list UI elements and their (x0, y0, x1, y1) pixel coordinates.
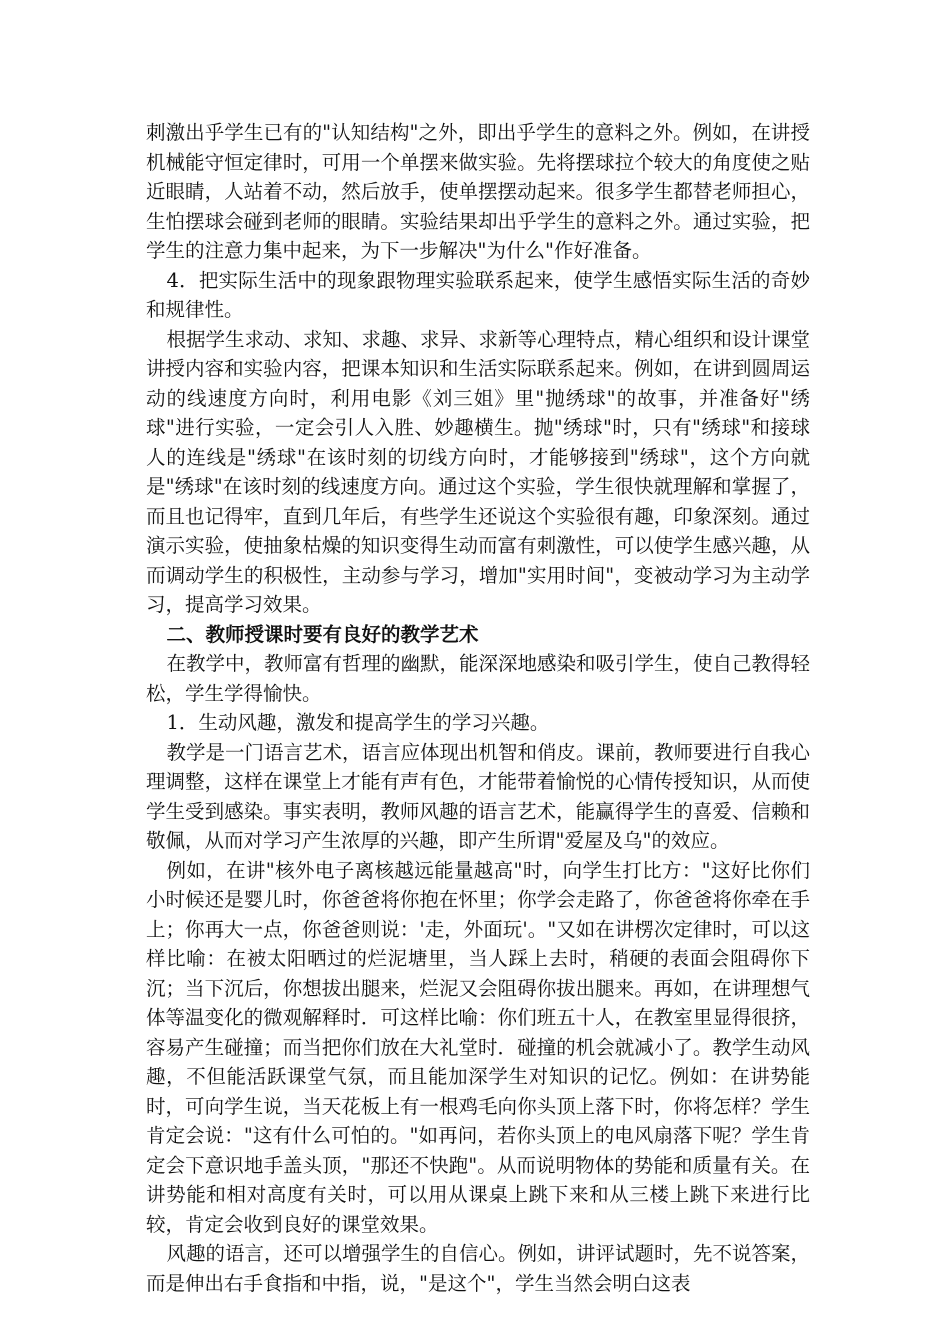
paragraph-confidence: 风趣的语言，还可以增强学生的自信心。例如，讲评试题时，先不说答案，而是伸出右手食指和中指，说，"是这个"，学生当然会明白这表 (146, 1242, 810, 1295)
paragraph-humor-intro: 在教学中，教师富有哲理的幽默，能深深地感染和吸引学生，使自己教得轻松，学生学得愉快。 (146, 652, 810, 705)
paragraph-analogy-examples: 例如，在讲"核外电子离核越远能量越高"时，向学生打比方："这好比你们小时候还是婴儿时，你爸爸将你抱在怀里；你学会走路了，你爸爸将你牵在手上；你再大一点，你爸爸则说：'走，外面玩'。"又如在讲楞次定律时，可以这样比喻：在被太阳晒过的烂泥塘里，当人踩上去时，稍硬的表面会阻碍你下沉；当下沉后，你想拔出腿来，烂泥又会阻碍你拔出腿来。再如，在讲理想气体等温变化的微观解释时．可这样比喻：你们班五十人，在教室里显得很挤，容易产生碰撞；而当把你们放在大礼堂时．碰撞的机会就减小了。教学生动风趣，不但能活跃课堂气氛，而且能加深学生对知识的记忆。例如：在讲势能时，可向学生说，当天花板上有一根鸡毛向你头顶上落下时，你将怎样？学生肯定会说："这有什么可怕的。"如再问，若你头顶上的电风扇落下呢？学生肯定会下意识地手盖头顶，"那还不快跑"。从而说明物体的势能和质量有关。在讲势能和相对高度有关时，可以用从课桌上跳下来和从三楼上跳下来进行比较，肯定会收到良好的课堂效果。 (146, 858, 810, 1236)
paragraph-point-1-title: 1．生动风趣，激发和提高学生的学习兴趣。 (166, 711, 550, 734)
section-heading-teaching-art: 二、教师授课时要有良好的教学艺术 (166, 622, 479, 646)
document-page (146, 118, 810, 1298)
paragraph-life-experiment: 根据学生求动、求知、求趣、求异、求新等心理特点，精心组织和设计课堂讲授内容和实验内容，把课本知识和生活实际联系起来。例如，在讲到圆周运动的线速度方向时，利用电影《刘三姐》里"抛绣球"的故事，并准备好"绣球"进行实验，一定会引人入胜、妙趣横生。抛"绣球"时，只有"绣球"和接球人的连线是"绣球"在该时刻的切线方向时，才能够接到"绣球"，这个方向就是"绣球"在该时刻的线速度方向。通过这个实验，学生很快就理解和掌握了，而且也记得牢，直到几年后，有些学生还说这个实验很有趣，印象深刻。通过演示实验，使抽象枯燥的知识变得生动而富有刺激性，可以使学生感兴趣，从而调动学生的积极性，主动参与学习，增加"实用时间"，变被动学习为主动学习，提高学习效果。 (146, 327, 810, 616)
paragraph-point-4-title: 4．把实际生活中的现象跟物理实验联系起来，使学生感悟实际生活的奇妙和规律性。 (146, 268, 810, 321)
paragraph-experiment-surprise: 刺激出乎学生已有的"认知结构"之外，即出乎学生的意料之外。例如，在讲授机械能守恒定律时，可用一个单摆来做实验。先将摆球拉个较大的角度使之贴近眼睛，人站着不动，然后放手，使单摆摆动起来。很多学生都替老师担心，生怕摆球会碰到老师的眼睛。实验结果却出乎学生的意料之外。通过实验，把学生的注意力集中起来，为下一步解决"为什么"作好准备。 (146, 121, 810, 262)
paragraph-language-art: 教学是一门语言艺术，语言应体现出机智和俏皮。课前，教师要进行自我心理调整，这样在课堂上才能有声有色，才能带着愉悦的心情传授知识，从而使学生受到感染。事实表明，教师风趣的语言艺术，能赢得学生的喜爱、信赖和敬佩，从而对学习产生浓厚的兴趣，即产生所谓"爱屋及乌"的效应。 (146, 740, 810, 852)
